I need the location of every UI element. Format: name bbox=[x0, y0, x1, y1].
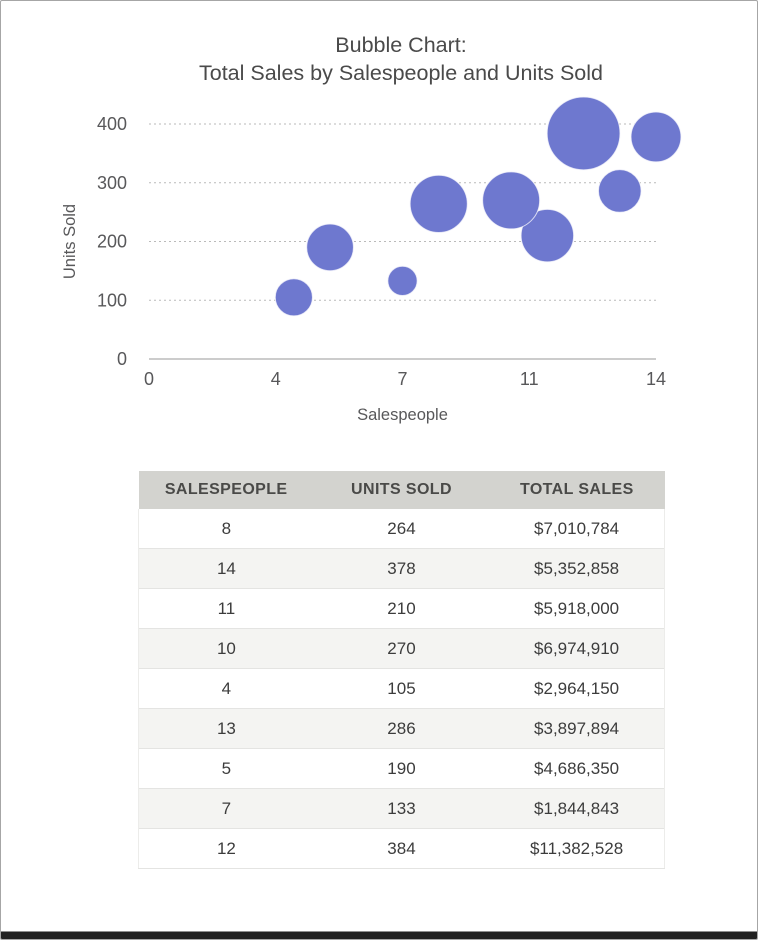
table-row bbox=[139, 629, 665, 669]
table-row bbox=[139, 829, 665, 869]
table-cell: 7 bbox=[139, 789, 314, 829]
bubble-x5 bbox=[307, 224, 354, 271]
y-tick-label-400: 400 bbox=[96, 114, 127, 134]
table-header-row bbox=[139, 471, 665, 509]
table-cell: 14 bbox=[139, 549, 314, 589]
table-cell: 10 bbox=[139, 629, 314, 669]
bubble-x14 bbox=[631, 112, 681, 162]
bubble-chart bbox=[1, 1, 758, 456]
table-cell: 105 bbox=[314, 669, 489, 709]
table-row bbox=[139, 789, 665, 829]
y-tick-label-100: 100 bbox=[96, 290, 127, 311]
bubble-x7 bbox=[388, 266, 417, 295]
table-row bbox=[139, 589, 665, 629]
sales-table bbox=[138, 471, 665, 869]
x-tick-label-7: 7 bbox=[397, 369, 408, 389]
y-axis-title: Units Sold bbox=[61, 203, 79, 280]
table-cell: 133 bbox=[314, 789, 489, 829]
table-cell: 11 bbox=[139, 589, 314, 629]
sales-table-body bbox=[139, 509, 665, 869]
table-cell: 190 bbox=[314, 749, 489, 789]
table-cell: $6,974,910 bbox=[489, 629, 664, 669]
bubble-x13 bbox=[598, 170, 641, 213]
table-cell: $7,010,784 bbox=[489, 509, 664, 549]
sales-table-head bbox=[139, 471, 665, 509]
table-cell: 286 bbox=[314, 709, 489, 749]
table-cell: $5,352,858 bbox=[489, 549, 664, 589]
table-cell: 264 bbox=[387, 518, 416, 538]
table-cell: $4,686,350 bbox=[489, 749, 664, 789]
column-header-salespeople: SALESPEOPLE bbox=[139, 471, 314, 509]
x-tick-label-14: 14 bbox=[645, 369, 667, 389]
table-cell: 270 bbox=[314, 629, 489, 669]
table-cell: $2,964,150 bbox=[489, 669, 664, 709]
table-cell: 4 bbox=[139, 669, 314, 709]
table-cell: $3,897,894 bbox=[489, 709, 664, 749]
table-cell: $1,844,843 bbox=[489, 789, 664, 829]
table-cell: $11,382,528 bbox=[489, 829, 664, 869]
table-cell: 210 bbox=[314, 589, 489, 629]
table-row bbox=[139, 709, 665, 749]
bubble-x10 bbox=[483, 172, 540, 229]
bubble-x4 bbox=[275, 279, 312, 316]
column-header-units-sold: UNITS SOLD bbox=[314, 471, 489, 509]
table-cell: 378 bbox=[314, 549, 489, 589]
x-tick-label-0: 0 bbox=[143, 369, 155, 389]
window-bottom-edge bbox=[1, 931, 757, 939]
y-tick-label-300: 300 bbox=[96, 172, 127, 193]
table-row bbox=[139, 749, 665, 789]
chart-title-line1: Bubble Chart: bbox=[335, 33, 467, 57]
x-axis-title: Salespeople bbox=[357, 406, 448, 424]
table-cell: 5 bbox=[139, 749, 314, 789]
x-tick-label-11: 11 bbox=[519, 369, 539, 389]
column-header-total-sales: TOTAL SALES bbox=[489, 471, 664, 509]
table-row bbox=[139, 669, 665, 709]
bubble-x12 bbox=[547, 97, 620, 170]
table-cell: 13 bbox=[139, 709, 314, 749]
table-row bbox=[139, 549, 665, 589]
table-cell: 8 bbox=[139, 509, 314, 549]
y-tick-label-0: 0 bbox=[116, 349, 127, 369]
y-tick-label-200: 200 bbox=[96, 231, 127, 252]
table-row bbox=[139, 509, 665, 549]
table-cell: 12 bbox=[139, 829, 314, 869]
x-tick-label-4: 4 bbox=[270, 369, 281, 389]
table-cell: 384 bbox=[314, 829, 489, 869]
chart-title-line2: Total Sales by Salespeople and Units Sold bbox=[199, 61, 603, 85]
table-cell: $5,918,000 bbox=[489, 589, 664, 629]
bubble-x8 bbox=[410, 175, 467, 232]
